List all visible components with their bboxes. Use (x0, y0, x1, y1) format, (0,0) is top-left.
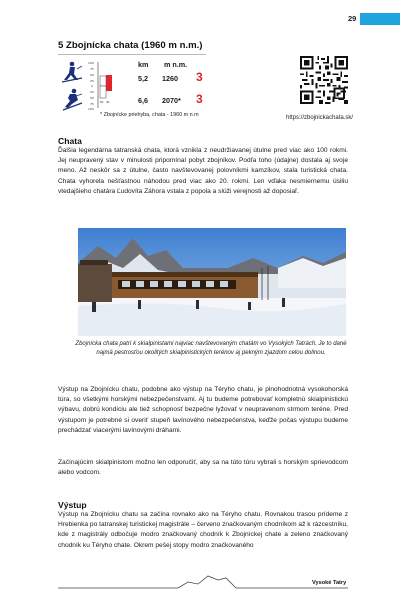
elevation-profile-graphic (60, 58, 130, 113)
vystup-paragraph: Výstup na Zbojnícku chatu sa začína rovnako ako na Téryho chatu. Rovnakou trasou prídeme z Hrebienka po tatranskej turistickej magistrále – červeno značkovaným chodníkom až k rázcestníku, kde z magistrály odbočuje modro značkovaný chodník k Zbojníckej chate a zeleno značkovaný chodník ku Téryho chate. Okrem pešej stopy modro značkovaného (58, 511, 348, 549)
beginners-paragraph: Začínajúcim skialpinistom možno len odporučiť, aby sa na túto túru vybrali s horským sprievodcom alebo vodcom. (58, 459, 348, 477)
section-heading-vystup: Výstup (58, 500, 87, 510)
scale-label: 25 (90, 79, 94, 83)
qr-url[interactable]: https://zbojnickachata.sk/ (286, 115, 354, 121)
ascent-km: 5,2 (138, 74, 148, 83)
ascent-altitude: 1260 (162, 74, 178, 83)
altitude-footnote: * Zbojnícke priehyba, chata - 1960 m n.m (100, 112, 199, 118)
descending-skier-icon (63, 89, 82, 110)
scale-label: 0 (91, 84, 93, 88)
km-column-header: km (138, 60, 149, 69)
hut-photo (78, 228, 346, 336)
scale-label: 100 (88, 61, 94, 65)
route-stats (132, 60, 222, 108)
profile-sublabel: 50 (100, 100, 104, 104)
scale-label: 50 (90, 73, 94, 77)
footer-mountain-line (58, 570, 348, 590)
scale-label: 25 (90, 90, 94, 94)
scale-label: 100 (88, 107, 94, 111)
descent-km: 6,6 (138, 96, 148, 105)
ascent-risk-paragraph: Výstup na Zbojnícku chatu, podobne ako výstup na Téryho chatu, je plnohodnotná vysokohorská túra, so všetkými horskými nebezpečenstvami. Aj tu budeme potrebovať kompletnú skialpinistickú výbavu, dobrú kondíciu ale tiež schopnosť bezpečne lyžovať v neupravenom strmom teréne. Pred výstupom je potrebné si overiť stupeň lavínového nebezpečenstva, keďže počas výstupu budeme prechádzať viacerými lavínovými dráhami. (58, 386, 348, 434)
section-heading-chata: Chata (58, 136, 82, 146)
footer-region: Vysoké Tatry (312, 580, 347, 586)
qr-code[interactable] (300, 56, 348, 104)
chata-paragraph: Ďalšia legendárna tatranská chata, ktorá vznikla z neudržiavanej útulne pred viac ako 100 rokmi. Jej neupravený stav v minulosti pripomínal pobyt zbojníkov. Podľa toho (údajne) dostala aj svoje meno. Až neskôr sa z útulne, často navštevovanej polovníkmi kamzíkov, stala turistická chata. Chata vyhorela nešťastnou náhodou pred viac ako 20. rokmi. Len vďaka nesmiernemu úsiliu vtedajšieho chatára Ľudovíta Záhora vstala z popola a slúži verejnosti až doposiaľ. (58, 147, 348, 195)
page-number: 29 (348, 14, 357, 23)
photo-caption: Zbojnícka chata patrí k skialpinistami najviac navštevovaným chatám vo Vysokých Tatrách. Je to dané najmä pestrosťou okolitých skialpinistických terénov aj pekným zjazdom celou dolinou. (75, 341, 347, 356)
ascending-skier-icon (62, 62, 82, 82)
scale-label: 50 (90, 96, 94, 100)
descent-difficulty: 3 (196, 92, 203, 106)
title-underline (58, 54, 206, 55)
scale-label: 75 (90, 67, 94, 71)
scale-label: 75 (90, 102, 94, 106)
page-title: 5 Zbojnícka chata (1960 m n.m.) (58, 40, 203, 51)
corner-accent-bar (360, 13, 400, 25)
ascent-difficulty: 3 (196, 70, 203, 84)
descent-altitude: 2070* (162, 96, 181, 105)
altitude-column-header: m n.m. (164, 60, 188, 69)
profile-sublabel: 40 (106, 100, 110, 104)
